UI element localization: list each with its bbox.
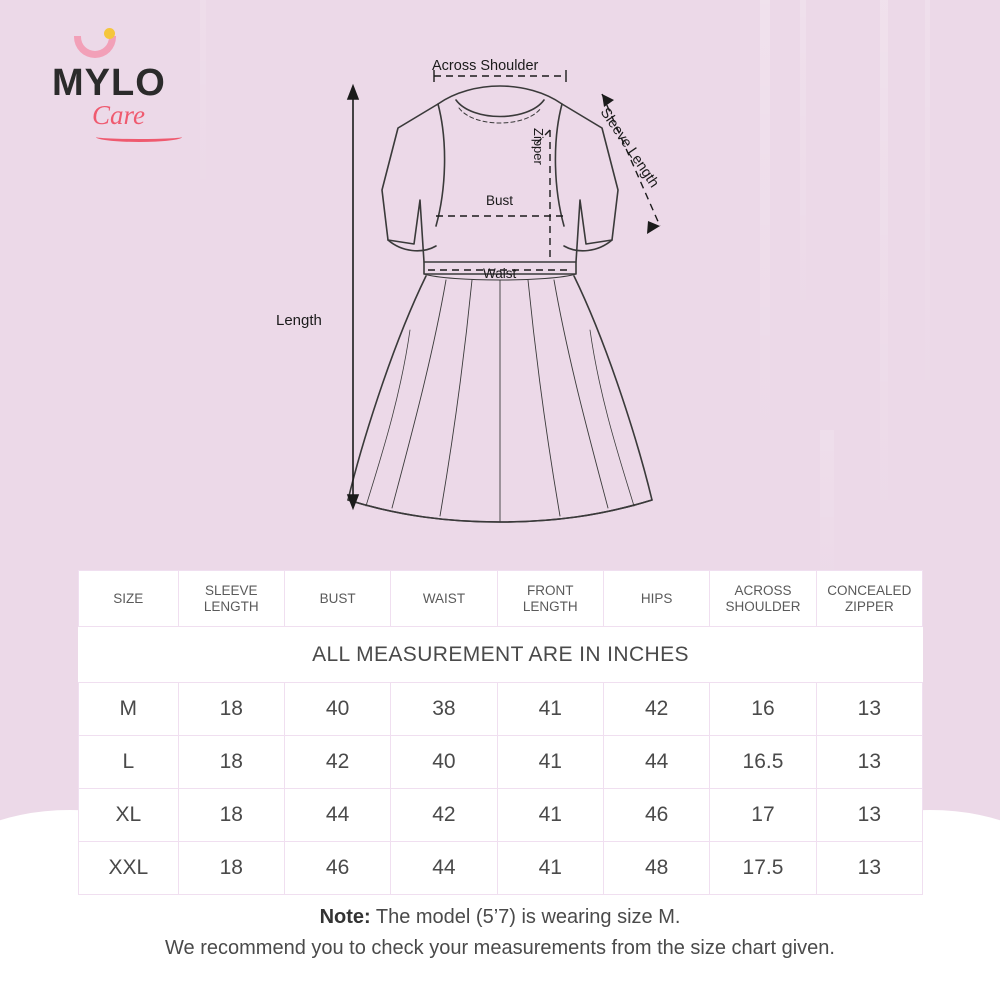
background-streak bbox=[880, 0, 888, 500]
note-line-1 bbox=[0, 902, 1000, 933]
cell-across-shoulder: 16 bbox=[710, 683, 816, 736]
size-chart-table-wrap bbox=[78, 570, 923, 895]
background-streak bbox=[800, 0, 806, 300]
col-header-across-shoulder: ACROSS SHOULDER bbox=[710, 571, 816, 627]
note-line-2: We recommend you to check your measurements from the size chart given. bbox=[165, 937, 835, 959]
cell-across-shoulder: 16.5 bbox=[710, 736, 816, 789]
cell-waist: 40 bbox=[391, 736, 497, 789]
col-header-hips: HIPS bbox=[603, 571, 709, 627]
col-header-waist: WAIST bbox=[391, 571, 497, 627]
label-waist: Waist bbox=[483, 266, 517, 281]
cell-sleeve-length: 18 bbox=[178, 789, 284, 842]
cell-front-length: 41 bbox=[497, 842, 603, 895]
table-header-row bbox=[79, 571, 923, 627]
note-text bbox=[0, 902, 1000, 964]
table-row bbox=[79, 683, 923, 736]
cell-waist: 42 bbox=[391, 789, 497, 842]
table-row bbox=[79, 736, 923, 789]
cell-hips: 46 bbox=[603, 789, 709, 842]
background-streak bbox=[925, 0, 930, 380]
cell-concealed-zipper: 13 bbox=[816, 683, 922, 736]
cell-front-length: 41 bbox=[497, 683, 603, 736]
label-sleeve-length: Sleeve Length bbox=[596, 105, 662, 191]
cell-front-length: 41 bbox=[497, 789, 603, 842]
cell-size: XXL bbox=[79, 842, 179, 895]
table-row bbox=[79, 789, 923, 842]
note-line-1-text: The model (5’7) is wearing size M. bbox=[370, 906, 681, 928]
cell-waist: 38 bbox=[391, 683, 497, 736]
background-streak bbox=[760, 0, 770, 420]
label-bust: Bust bbox=[486, 193, 514, 208]
cell-bust: 42 bbox=[284, 736, 390, 789]
col-header-size: SIZE bbox=[79, 571, 179, 627]
cell-waist: 44 bbox=[391, 842, 497, 895]
table-row bbox=[79, 842, 923, 895]
cell-concealed-zipper: 13 bbox=[816, 842, 922, 895]
size-chart-table bbox=[78, 570, 923, 895]
cell-across-shoulder: 17 bbox=[710, 789, 816, 842]
background-streak bbox=[820, 430, 834, 580]
cell-sleeve-length: 18 bbox=[178, 683, 284, 736]
label-across-shoulder: Across Shoulder bbox=[432, 58, 539, 74]
table-title-row bbox=[79, 627, 923, 683]
brand-sub-name: Care bbox=[92, 100, 145, 130]
col-header-concealed-zipper: CONCEALED ZIPPER bbox=[816, 571, 922, 627]
table-title: ALL MEASUREMENT ARE IN INCHES bbox=[312, 643, 689, 667]
label-zipper: Zipper bbox=[531, 128, 546, 165]
cell-hips: 44 bbox=[603, 736, 709, 789]
cell-size: L bbox=[79, 736, 179, 789]
cell-size: XL bbox=[79, 789, 179, 842]
cell-concealed-zipper: 13 bbox=[816, 736, 922, 789]
col-header-sleeve-length: SLEEVE LENGTH bbox=[178, 571, 284, 627]
cell-bust: 44 bbox=[284, 789, 390, 842]
table-body bbox=[79, 683, 923, 895]
cell-hips: 48 bbox=[603, 842, 709, 895]
col-header-front-length: FRONT LENGTH bbox=[497, 571, 603, 627]
cell-bust: 46 bbox=[284, 842, 390, 895]
cell-across-shoulder: 17.5 bbox=[710, 842, 816, 895]
cell-hips: 42 bbox=[603, 683, 709, 736]
brand-logo bbox=[52, 28, 222, 138]
cell-front-length: 41 bbox=[497, 736, 603, 789]
label-length: Length bbox=[276, 312, 322, 329]
cell-concealed-zipper: 13 bbox=[816, 789, 922, 842]
cell-size: M bbox=[79, 683, 179, 736]
brand-name: MYLO bbox=[52, 62, 166, 104]
cell-sleeve-length: 18 bbox=[178, 736, 284, 789]
length-measure-arrow bbox=[340, 80, 380, 520]
cell-sleeve-length: 18 bbox=[178, 842, 284, 895]
cell-bust: 40 bbox=[284, 683, 390, 736]
note-label: Note: bbox=[319, 906, 371, 928]
brand-underline bbox=[96, 132, 182, 142]
col-header-bust: BUST bbox=[284, 571, 390, 627]
